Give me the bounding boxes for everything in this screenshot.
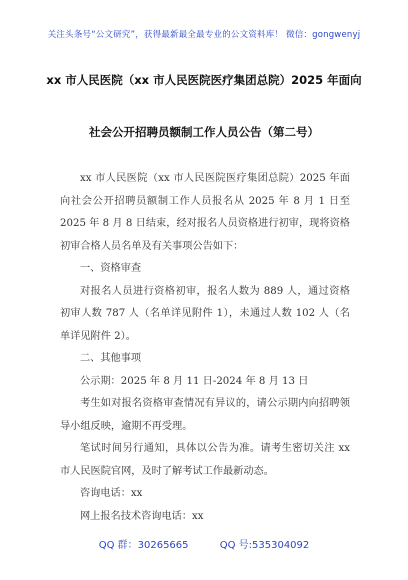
document-title-line-1: xx 市人民医院（xx 市人民医院医疗集团总院）2025 年面向 [46,73,362,87]
document-title-line-2: 社会公开招聘员额制工作人员公告（第二号） [89,125,319,139]
section-heading-qualification: 一、资格审查 [80,263,142,274]
qualification-paragraph: 对报名人员进行资格初审，报名人数为 889 人，通过资格初审人数 787 人（名单详见附件 1），未通过人数 102 人（名单详见附件 2）。 [60,285,350,342]
notice-period: 公示期：2025 年 8 月 11 日-2024 年 8 月 13 日 [80,375,309,387]
header-note: 关注头条号“公文研究”，获得最新最全最专业的公文资料库！ 微信：gongwenyj [47,30,361,40]
footer-contacts [0,536,408,551]
qq-group: QQ 群：30265665 [98,540,189,551]
exam-paragraph: 笔试时间另行通知，具体以公告为准。请考生密切关注 xx 市人民医院官网，及时了解考试工作最新动态。 [60,443,350,477]
consult-phone: 咨询电话：xx [80,488,143,499]
section-heading-other: 二、其他事项 [80,353,142,364]
intro-paragraph: xx 市人民医院（xx 市人民医院医疗集团总院）2025 年面向社会公开招聘员额制工作人员报名从 2025 年 8 月 1 日至 2025 年 8 月 8 日结束，经对报名人员资格进行初审，现将资格初审合格人员名单及有关事项公告如下： [60,173,350,252]
document-body [60,168,350,528]
tech-support-phone: 网上报名技术咨询电话：xx [80,510,204,522]
qq-number: QQ 号:535304092 [219,540,310,551]
objection-paragraph: 考生如对报名资格审查情况有异议的，请公示期内向招聘领导小组反映，逾期不再受理。 [60,398,350,432]
